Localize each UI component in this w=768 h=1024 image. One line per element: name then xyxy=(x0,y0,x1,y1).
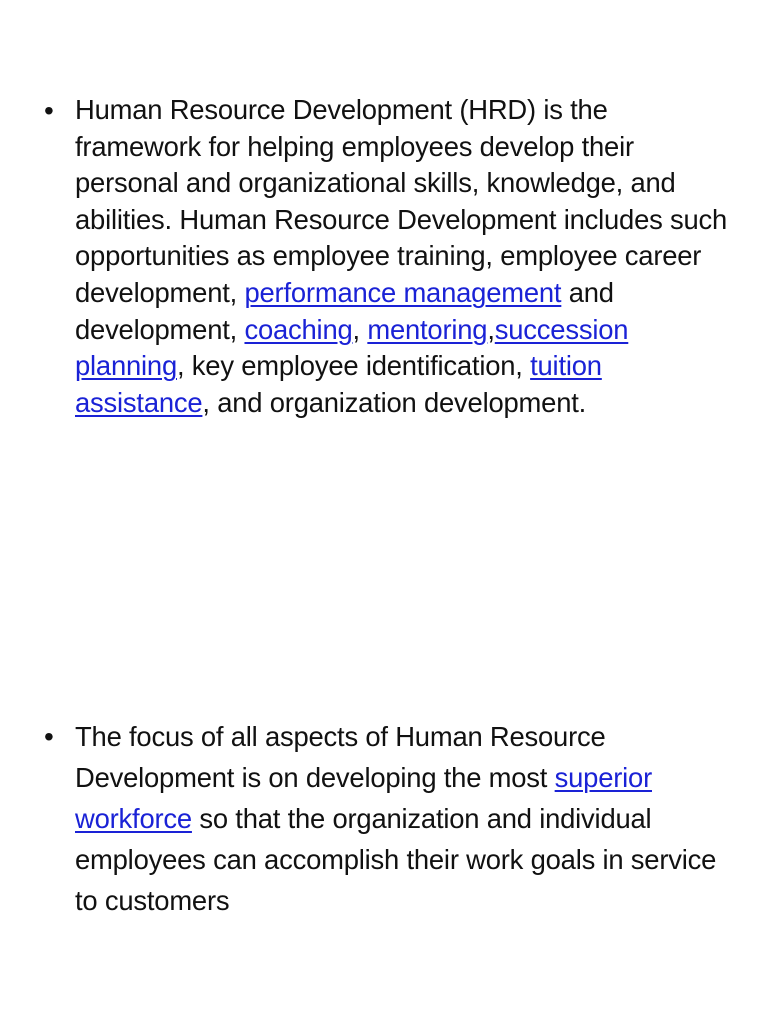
text-segment: , xyxy=(352,313,368,345)
text-segment: , key employee identification, xyxy=(176,350,531,382)
link-tuition-assistance[interactable]: tuition assistance xyxy=(75,350,602,418)
link-superior-workforce[interactable]: superior workforce xyxy=(75,762,652,834)
link-succession-planning[interactable]: succession planning xyxy=(75,313,629,382)
link-performance-management[interactable]: performance management xyxy=(244,276,562,308)
text-segment: and development, xyxy=(75,276,614,345)
text-segment: , xyxy=(487,313,495,345)
bullet-icon: • xyxy=(44,95,54,126)
paragraph-hrd-focus xyxy=(75,716,737,921)
text-segment: so that the organization and individual employees can accomplish their work goals in service to customers xyxy=(75,803,717,916)
text-segment: , and organization development. xyxy=(202,386,587,418)
link-mentoring[interactable]: mentoring xyxy=(367,313,488,345)
paragraph-hrd-definition xyxy=(75,92,737,421)
text-segment: Human Resource Development (HRD) is the framework for helping employees develop their personal and organizational skills, knowledge, and abilities. Human Resource Development includes such opportunities as employee training, employee career development, xyxy=(75,94,728,308)
bullet-icon: • xyxy=(44,721,54,752)
text-segment: The focus of all aspects of Human Resource Development is on developing the most xyxy=(75,721,606,793)
link-coaching[interactable]: coaching xyxy=(244,313,353,345)
